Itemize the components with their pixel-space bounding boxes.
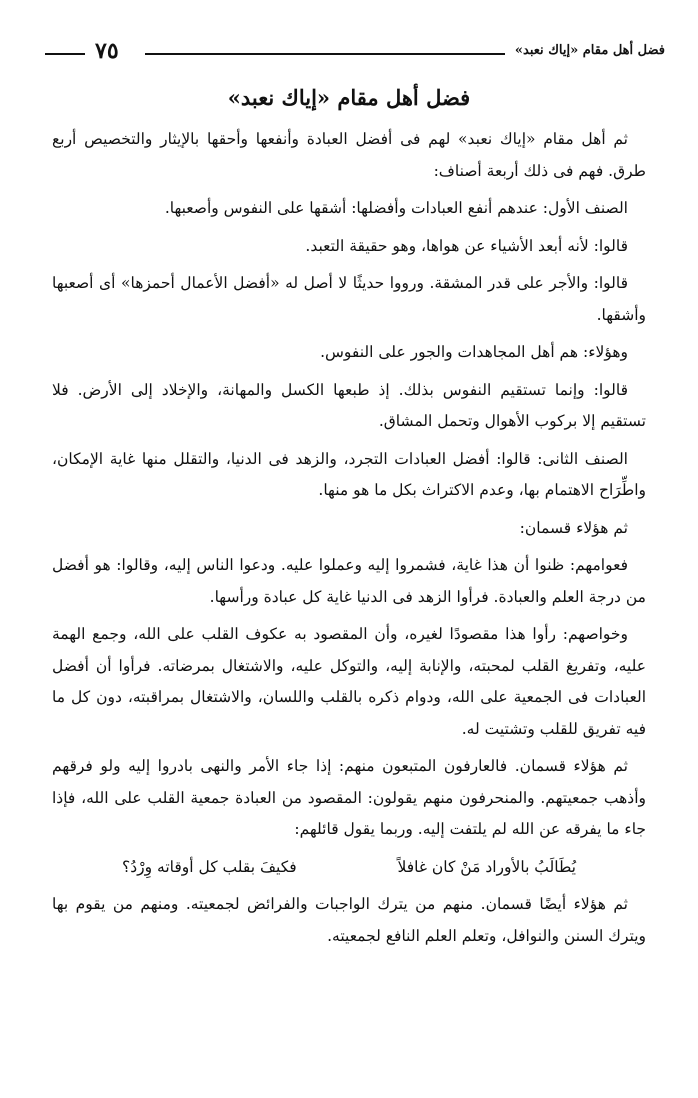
paragraph: ثم هؤلاء قسمان: (519, 518, 628, 537)
paragraph: ثم هؤلاء قسمان. فالعارفون المتبعون منهم: إذا جاء الأمر والنهى بادروا إليه ولو فرقهم وأذهب جمعيتهم. والمنحرفون منهم يقولون: المقصود من العبادة جمعية القلب على الله، فإذا جاء ما يفرقه عن الله لم يلتفت إليه. وربما يقول قائلهم: (52, 757, 646, 838)
body-text (52, 124, 646, 958)
paragraph: قالوا: لأنه أبعد الأشياء عن هواها، وهو حقيقة التعبد. (305, 236, 628, 255)
paragraph: قالوا: وإنما تستقيم النفوس بذلك. إذ طبعها الكسل والمهانة، والإخلاد إلى الأرض. فلا تستقيم إلا بركوب الأهوال وتحمل المشاق. (52, 380, 646, 430)
running-title: فضل أهل مقام «إياك نعبد» (514, 43, 665, 58)
paragraph: قالوا: والأجر على قدر المشقة. ورووا حديثًا لا أصل له «أفضل الأعمال أحمزها» أى أصعبها وأشقها. (52, 274, 646, 324)
paragraph: ثم هؤلاء أيضًا قسمان. منهم من يترك الواجبات والفرائض لجمعيته. ومنهم من يقوم بها ويترك السنن والنوافل، وتعلم العلم النافع لجمعيته. (52, 895, 646, 945)
verse-second-hemistich: فكيفَ بقلب كل أوقاته وِرْدُ؟ (122, 857, 297, 876)
header-rule (145, 53, 505, 55)
paragraph: الصنف الأول: عندهم أنفع العبادات وأفضلها: أشقها على النفوس وأصعبها. (164, 199, 628, 217)
paragraph: ثم أهل مقام «إياك نعبد» لهم فى أفضل العبادة وأنفعها وأحقها بالإيثار والتخصيص أربع طرق. فهم فى ذلك أربعة أصناف: (52, 130, 646, 180)
chapter-title: فضل أهل مقام «إياك نعبد» (227, 85, 471, 110)
running-header (45, 36, 665, 66)
verse-first-hemistich: يُطَالَبُ بالأوراد مَنْ كان غافلاً (397, 857, 576, 876)
paragraph: فعوامهم: ظنوا أن هذا غاية، فشمروا إليه وعملوا عليه. ودعوا الناس إليه، وقالوا: هو أفضل من درجة العلم والعبادة. فرأوا الزهد فى الدنيا غاية كل عبادة ورأسها. (52, 556, 646, 606)
paragraph: وخواصهم: رأوا هذا مقصودًا لغيره، وأن المقصود به عكوف القلب على الله، وجمع الهمة عليه، وتفريغ القلب لمحبته، والإنابة إليه، والتوكل عليه، والاشتغال بمرضاته. فرأوا أن أفضل العبادات فى الجمعية على الله، ودوام ذكره بالقلب واللسان، والاشتغال بمراقبته، دون كل ما فيه تفريق للقلب وتشتيت له. (52, 625, 646, 738)
paragraph: وهؤلاء: هم أهل المجاهدات والجور على النفوس. (320, 343, 628, 361)
header-rule-short (45, 53, 85, 55)
poetry-verse (52, 852, 646, 884)
page-number: ٧٥ (95, 38, 119, 64)
paragraph: الصنف الثانى: قالوا: أفضل العبادات التجرد، والزهد فى الدنيا، والتقلل منها غاية الإمكان، واطِّرَاح الاهتمام بها، وعدم الاكتراث بكل ما هو منها. (52, 449, 646, 499)
